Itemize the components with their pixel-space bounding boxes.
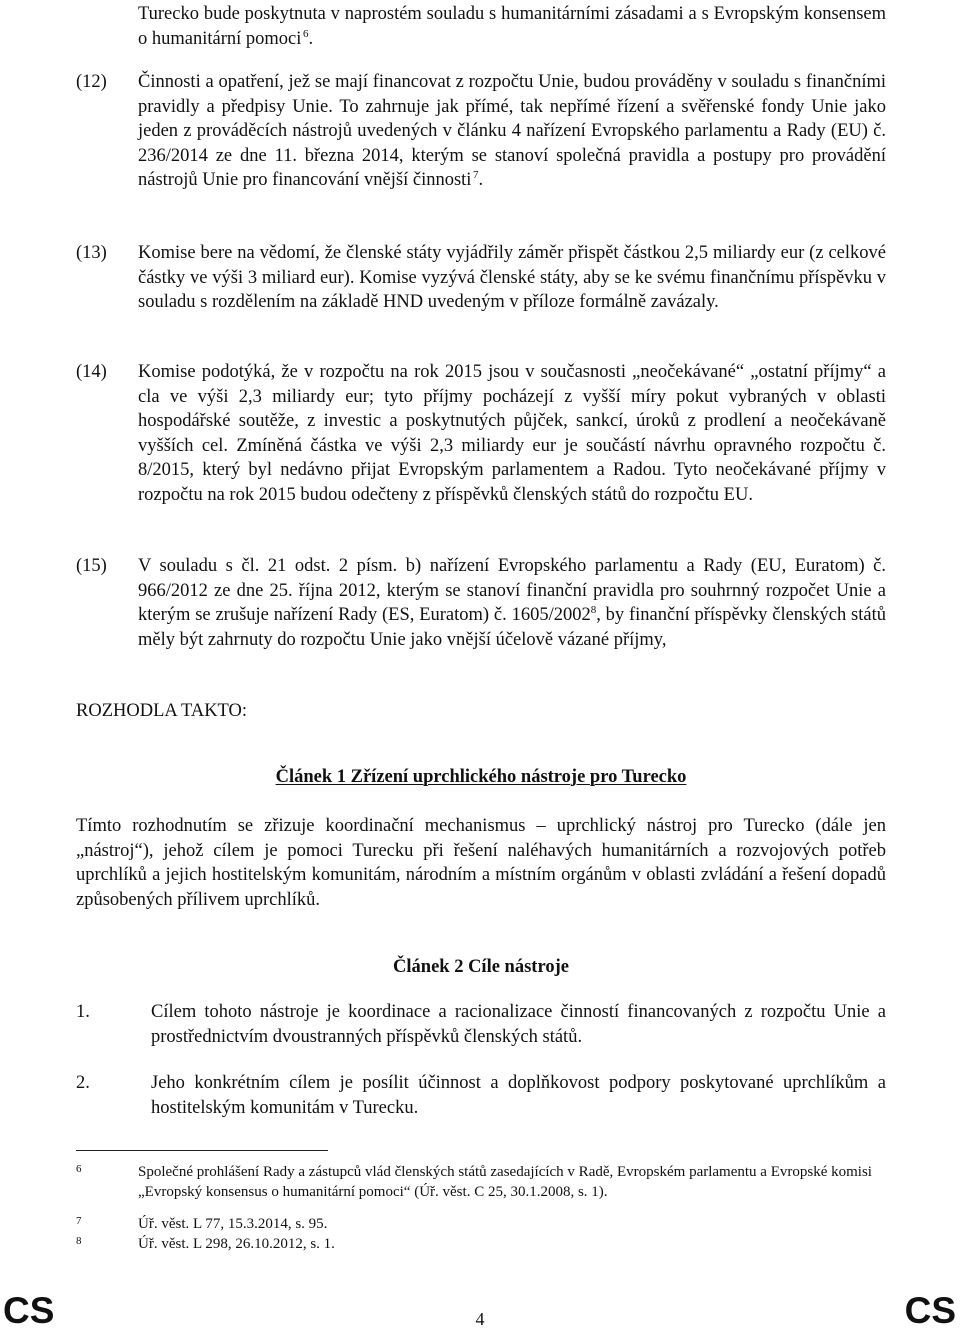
item-number: 2. — [76, 1073, 90, 1093]
footnote-text: Společné prohlášení Rady a zástupců vlád členských států zasedajících v Radě, Evropském parlamentu a Evropské komisi „Evropský konsensus o humanitární pomoci“ (Úř. věst. C 25, 30.1.2008, s. 1). — [138, 1164, 872, 1200]
article-1-body: Tímto rozhodnutím se zřizuje koordinační mechanismus – uprchlický nástroj pro Turecko (dále jen „nástroj“), jehož cílem je pomoci Turecku při řešení naléhavých humanitárních a rozvojových potřeb uprchlíků a jejich hostitelským komunitám, národním a místním orgánům v oblasti zvládání a řešení dopadů způsobených přílivem uprchlíků. — [76, 816, 886, 910]
article-1-heading: Článek 1 Zřízení uprchlického nástroje pro Turecko — [275, 767, 687, 787]
footnote-ref-6[interactable]: 6 — [302, 27, 309, 40]
article-2-heading: Článek 2 Cíle nástroje — [393, 957, 569, 977]
recital-number: (14) — [76, 362, 107, 382]
recital-12 — [76, 70, 886, 193]
footnote-text: Úř. věst. L 298, 26.10.2012, s. 1. — [138, 1236, 335, 1252]
footnote-ref-7[interactable]: 7 — [473, 168, 479, 181]
footnote-8 — [76, 1234, 886, 1254]
decision-statement: ROZHODLA TAKTO: — [76, 701, 248, 721]
item-text: Jeho konkrétním cílem je posílit účinnost a doplňkovost podpory poskytované uprchlíkům a hostitelským komunitám v Turecku. — [151, 1073, 886, 1118]
footnote-6 — [76, 1162, 886, 1202]
footnote-number: 7 — [76, 1215, 82, 1227]
recital-text: V souladu s čl. 21 odst. 2 písm. b) nařízení Evropského parlamentu a Rady (EU, Euratom) č. 966/2012 ze dne 25. října 2012, kterým se stanoví finanční pravidla pro souhrnný rozpočet Unie a kterým se zrušuje nařízení Rady (ES, Euratom) č. 1605/2002$^8$, by finanční příspěvky členských států měly být zahrnuty do rozpočtu Unie jako vnější účelově vázané příjmy, — [138, 556, 886, 650]
recital-13 — [76, 241, 886, 315]
recital-number: (12) — [76, 72, 107, 92]
footnote-7 — [76, 1214, 886, 1234]
language-code-right: CS — [904, 1290, 956, 1331]
recital-text: Činnosti a opatření, jež se mají financovat z rozpočtu Unie, budou prováděny v souladu s finančními pravidly a předpisy Unie. To zahrnuje jak přímé, tak nepřímé řízení a svěřenské fondy Unie jako jeden z prováděcích nástrojů uvedených v článku 4 nařízení Evropského parlamentu a Rady (EU) č. 236/2014 ze dne 11. března 2014, kterým se stanoví společná pravidla a postupy pro provádění nástrojů Unie pro financování vnější činnosti $^7$. — [138, 72, 886, 190]
footnote-separator — [76, 1150, 328, 1151]
recital-text: Komise podotýká, že v rozpočtu na rok 2015 jsou v současnosti „neočekávané“ „ostatní příjmy“ a cla ve výši 2,3 miliardy eur; tyto příjmy pocházejí z vyšší míry pokut vybraných v oblasti hospodářské soutěže, z investic a poskytnutých půjček, sankcí, úroků z prodlení a neočekávaně vyšších cel. Zmíněná částka ve výši 2,3 miliardy eur je součástí návrhu opravného rozpočtu č. 8/2015, který byl nedávno přijat Evropským parlamentem a Radou. Tyto neočekávané příjmy v rozpočtu na rok 2015 budou odečteny z příspěvků členských států do rozpočtu EU. — [138, 362, 886, 505]
article-2-item-2 — [76, 1071, 886, 1120]
recital-14 — [76, 360, 886, 507]
continuation-paragraph: Turecko bude poskytnuta v naprostém souladu s humanitárními zásadami a s Evropským konsensem o humanitární pomoci $^6$. — [138, 4, 886, 49]
item-number: 1. — [76, 1002, 90, 1022]
footnote-number: 6 — [76, 1163, 82, 1175]
article-2-item-1 — [76, 1000, 886, 1049]
recital-text: Komise bere na vědomí, že členské státy vyjádřily záměr přispět částkou 2,5 miliardy eur (z celkové částky ve výši 3 miliard eur). Komise vyzývá členské státy, aby se ke svému finančnímu příspěvku v souladu s rozdělením na základě HND uvedeným v příloze formálně zavázaly. — [138, 243, 886, 312]
recital-15 — [76, 554, 886, 652]
language-code-left: CS — [3, 1290, 55, 1331]
footnote-number: 8 — [76, 1235, 82, 1247]
page-number: 4 — [475, 1309, 485, 1329]
footnote-text: Úř. věst. L 77, 15.3.2014, s. 95. — [138, 1216, 328, 1232]
footnote-ref-8[interactable]: 8 — [590, 603, 597, 616]
footnotes — [76, 1162, 886, 1254]
item-text: Cílem tohoto nástroje je koordinace a racionalizace činností financovaných z rozpočtu Unie a prostřednictvím dvoustranných příspěvků členských států. — [151, 1002, 886, 1047]
recital-number: (13) — [76, 243, 107, 263]
recital-number: (15) — [76, 556, 107, 576]
